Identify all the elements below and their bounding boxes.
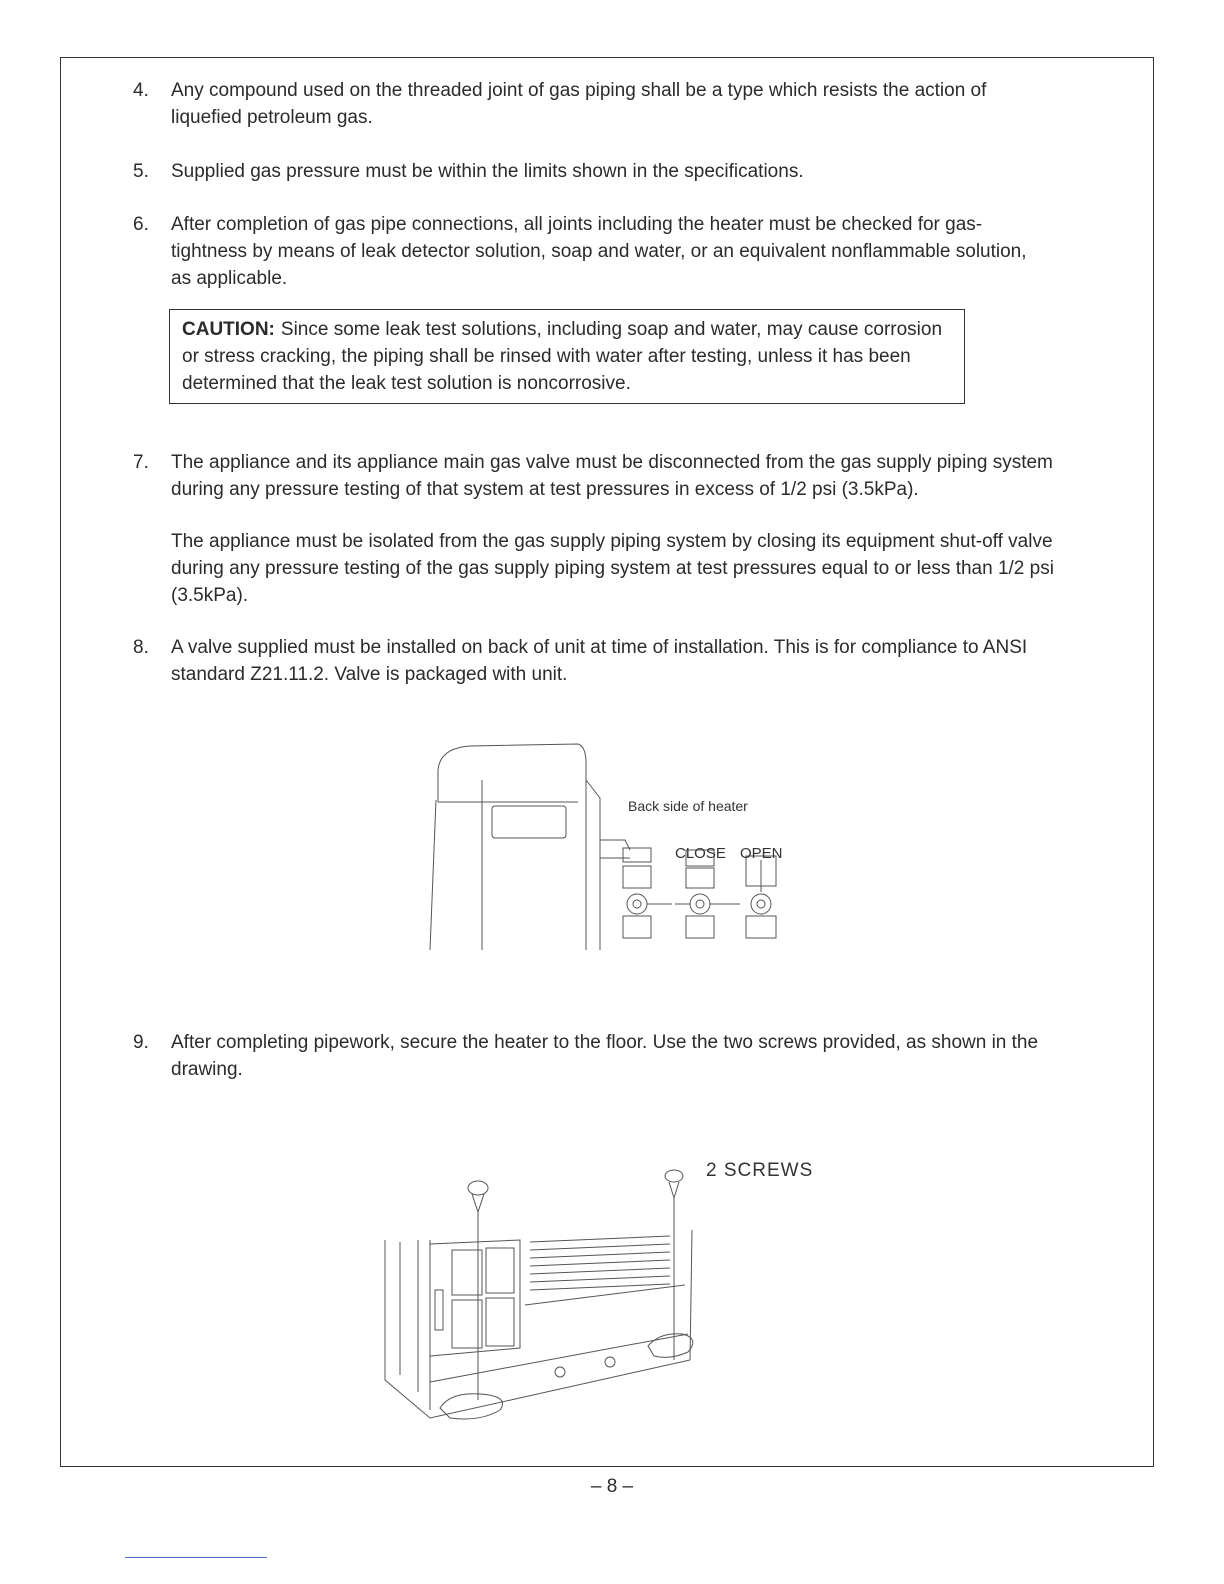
- caution-box: [169, 309, 965, 404]
- item-number: 6.: [133, 214, 149, 235]
- list-item: [133, 211, 1093, 292]
- screws-label: 2 SCREWS: [706, 1160, 814, 1181]
- item-text: Any compound used on the threaded joint of gas piping shall be a type which resists the action of liquefied petroleum gas.: [171, 80, 987, 128]
- item-text: After completion of gas pipe connections, all joints including the heater must be checked for gas-tightness by means of leak detector solution, soap and water, or an equivalent nonflammable solution, as applicable.: [171, 214, 1027, 289]
- list-item: [133, 1029, 1093, 1083]
- caution-text: Since some leak test solutions, including soap and water, may cause corrosion or stress cracking, the piping shall be rinsed with water after testing, unless it has been determined that the leak test solution is noncorrosive.: [182, 319, 943, 394]
- item-text: Supplied gas pressure must be within the limits shown in the specifications.: [171, 161, 804, 182]
- list-item: [133, 634, 1093, 688]
- back-side-label: Back side of heater: [628, 798, 748, 814]
- item-text: The appliance and its appliance main gas valve must be disconnected from the gas supply piping system during any pressure testing of that system at test pressures in excess of 1/2 psi (3.5kPa).: [171, 452, 1053, 500]
- item-text: A valve supplied must be installed on back of unit at time of installation. This is for compliance to ANSI standard Z21.11.2. Valve is packaged with unit.: [171, 637, 1028, 685]
- list-item: [133, 158, 1093, 185]
- divider: [125, 1557, 267, 1558]
- caution-label: CAUTION:: [182, 319, 275, 340]
- item-number: 4.: [133, 80, 149, 101]
- list-item: [133, 77, 1093, 131]
- item-text: After completing pipework, secure the heater to the floor. Use the two screws provided, as shown in the drawing.: [171, 1032, 1039, 1080]
- item-7-note: The appliance must be isolated from the gas supply piping system by closing its equipment shut-off valve during any pressure testing of the gas supply piping system at test pressures equal to or less than 1/2 psi (3.5kPa).: [171, 531, 1054, 606]
- heater-screws-diagram: [370, 1160, 720, 1440]
- list-item: [133, 449, 1093, 503]
- item-number: 5.: [133, 161, 149, 182]
- open-label: OPEN: [740, 845, 783, 862]
- item-number: 9.: [133, 1032, 149, 1053]
- page-number: – 8 –: [590, 1476, 634, 1497]
- item-number: 8.: [133, 637, 149, 658]
- item-number: 7.: [133, 452, 149, 473]
- close-label: CLOSE: [675, 845, 726, 862]
